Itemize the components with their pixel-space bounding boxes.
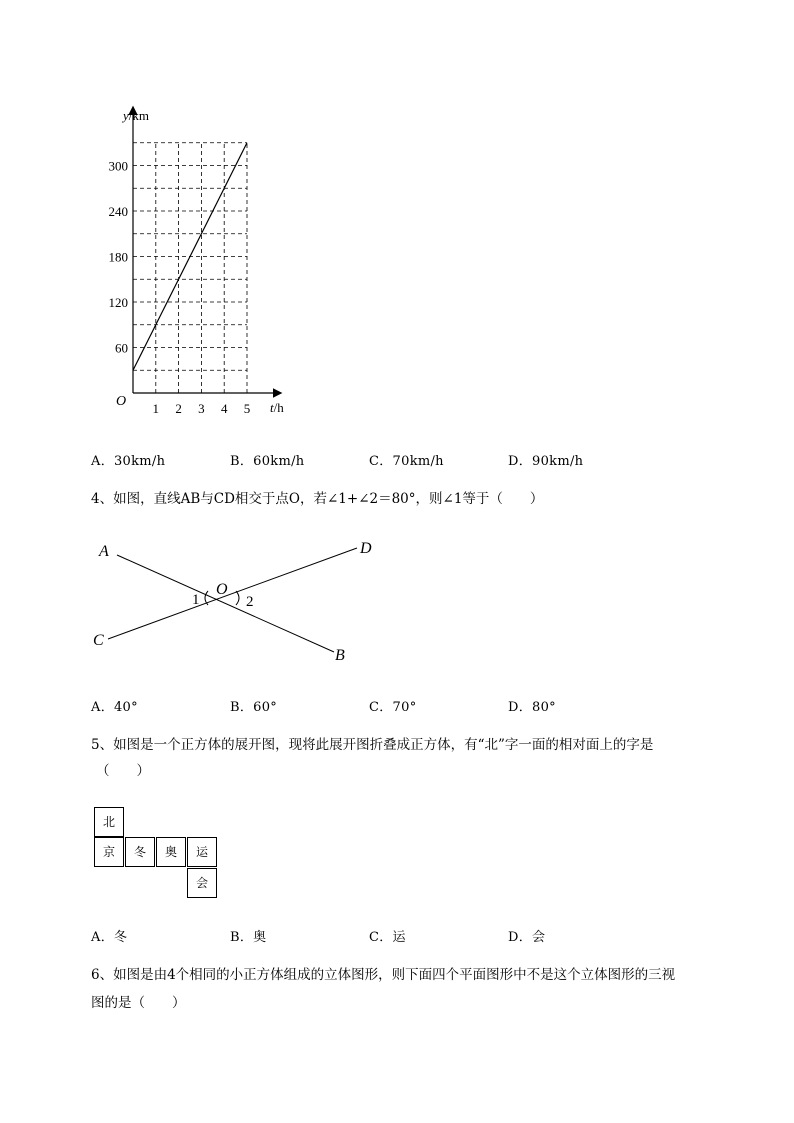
point-b-label: B [335, 647, 345, 664]
q3-option-d[interactable]: D．90km/h [508, 454, 584, 469]
y-axis-label: y/km [123, 108, 150, 123]
angle-1-label: 1 [192, 592, 200, 608]
q3-option-b[interactable]: B．60km/h [230, 454, 305, 469]
x-tick-label: 1 [152, 401, 160, 416]
y-tick-label: 240 [108, 204, 128, 220]
x-tick-label: 3 [198, 401, 205, 416]
point-c-label: C [93, 632, 104, 649]
q4-question: 4、如图，直线AB与CD相交于点O，若∠1+∠2＝80°，则∠1等于（ ） [91, 491, 544, 507]
q5-question-line2: （ ） [96, 763, 150, 779]
graph-grid [133, 143, 247, 393]
q4-option-a[interactable]: A．40° [91, 700, 138, 715]
x-tick-label: 4 [220, 401, 228, 416]
q6-question-line1: 6、如图是由4个相同的小正方体组成的立体图形，则下面四个平面图形中不是这个立体图形的三视 [91, 967, 676, 983]
line-ab [117, 555, 334, 652]
distance-time-graph [100, 100, 300, 420]
q5-question-line1: 5、如图是一个正方体的展开图，现将此展开图折叠成正方体，有“北”字一面的相对面上的字是 [91, 737, 654, 753]
q6-question-line2: 图的是（ ） [91, 995, 186, 1011]
point-o-label: O [216, 581, 228, 598]
y-tick-label: 120 [108, 295, 128, 311]
q5-option-c[interactable]: C．运 [369, 930, 406, 945]
q3-option-c[interactable]: C．70km/h [369, 454, 444, 469]
q5-option-d[interactable]: D．会 [508, 930, 546, 945]
net-cell-row-2: 冬 [125, 837, 155, 867]
x-axis-label: t/h [270, 400, 284, 415]
net-cell-row-1: 京 [94, 837, 124, 867]
y-tick-label: 300 [108, 158, 128, 174]
q4-option-d[interactable]: D．80° [508, 700, 556, 715]
x-tick-label: 2 [175, 401, 182, 416]
y-tick-label: 60 [115, 340, 128, 356]
net-cell-row-4: 运 [187, 837, 217, 867]
q5-option-b[interactable]: B．奥 [230, 930, 267, 945]
angle-2-arc [236, 591, 239, 605]
q4-option-c[interactable]: C．70° [369, 700, 417, 715]
origin-label: O [116, 394, 127, 409]
point-d-label: D [360, 540, 372, 557]
line-cd [108, 548, 357, 639]
x-tick-label: 5 [243, 401, 251, 416]
q4-option-b[interactable]: B．60° [230, 700, 278, 715]
net-cell-row-3: 奥 [156, 837, 186, 867]
net-cell-top: 北 [94, 807, 124, 837]
angle-2-label: 2 [246, 594, 254, 610]
point-a-label: A [99, 543, 109, 560]
q5-option-a[interactable]: A．冬 [91, 930, 128, 945]
q3-option-a[interactable]: A．30km/h [91, 454, 166, 469]
intersecting-lines-figure [85, 530, 385, 670]
net-cell-bottom: 会 [187, 868, 217, 898]
y-tick-label: 180 [108, 249, 128, 265]
